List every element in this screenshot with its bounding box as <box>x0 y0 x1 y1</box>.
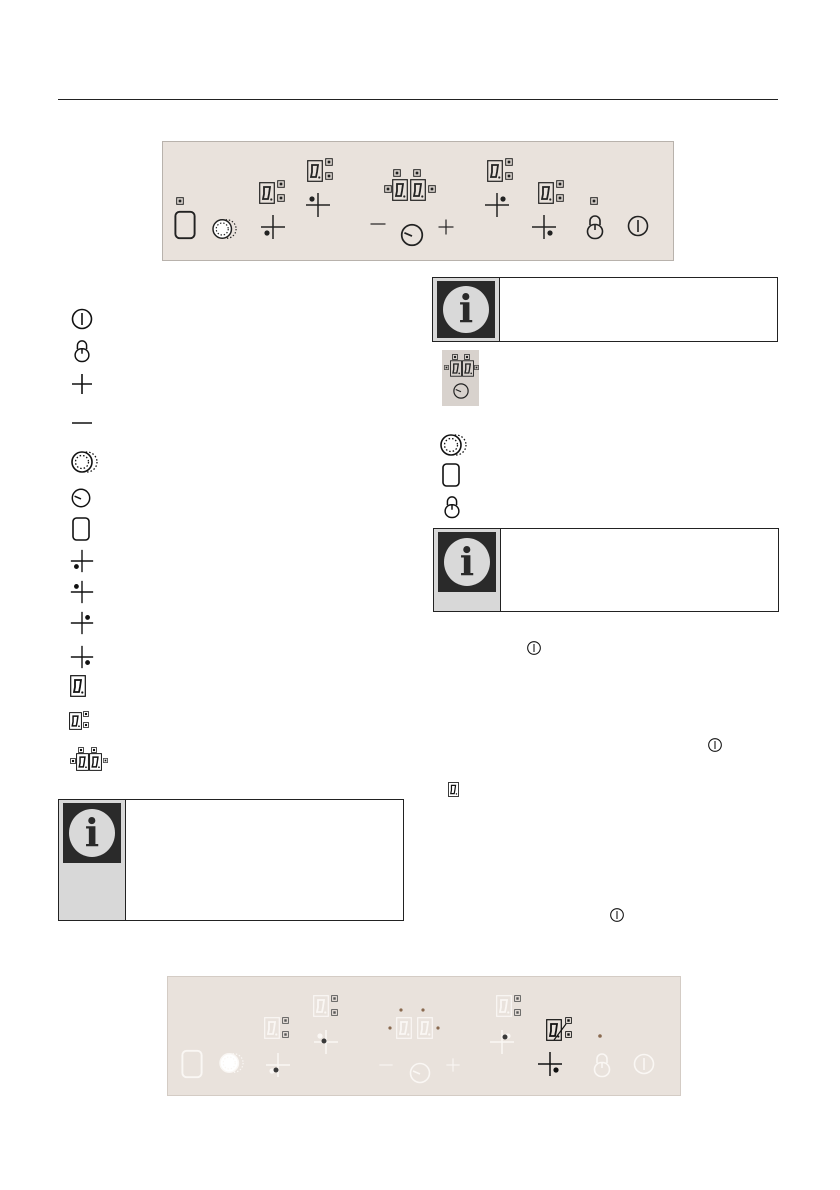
booster-key <box>175 212 194 238</box>
zone-front-right-icon <box>68 643 98 671</box>
lock-icon <box>68 336 98 364</box>
zone-rear-left-icon <box>68 578 98 606</box>
booster-icon <box>438 461 468 489</box>
lock-icon <box>438 492 468 520</box>
on-off-icon <box>68 305 98 333</box>
info-box <box>432 277 778 342</box>
zone-front-left-key <box>261 215 285 239</box>
plus-icon <box>68 370 98 398</box>
minus-icon <box>68 409 98 437</box>
timer-key <box>402 225 423 246</box>
info-box <box>433 528 779 612</box>
zone-front-right-key <box>532 215 556 239</box>
stopgo-key <box>213 220 236 238</box>
information-icon: i <box>63 803 121 863</box>
information-icon: i <box>438 532 496 592</box>
zone-display-indicator-icon <box>68 710 98 738</box>
info-box <box>58 799 404 921</box>
zone-rear-right-icon <box>68 609 98 637</box>
control-panel-diagram <box>162 141 674 261</box>
stopgo-icon <box>68 447 98 475</box>
timer-icon <box>68 485 98 513</box>
power-level-display-icon <box>448 782 462 803</box>
power-level-display-icon <box>68 674 98 702</box>
booster-icon <box>68 515 98 543</box>
information-icon: i <box>437 281 495 338</box>
lock-key <box>588 216 603 239</box>
zone-front-left-icon <box>68 547 98 575</box>
on-off-icon <box>609 907 625 928</box>
timer-display-thumbnail <box>442 350 479 406</box>
on-off-icon <box>526 640 542 661</box>
control-panel-diagram-active-zone <box>167 976 681 1096</box>
zone-rear-left-key <box>306 193 330 217</box>
top-rule <box>58 99 778 100</box>
zone-rear-right-key <box>485 193 509 217</box>
stopgo-icon <box>438 431 468 459</box>
plus-key <box>439 220 454 235</box>
onoff-key <box>629 217 648 236</box>
timer-display-icon <box>68 746 108 774</box>
on-off-icon <box>707 737 723 758</box>
